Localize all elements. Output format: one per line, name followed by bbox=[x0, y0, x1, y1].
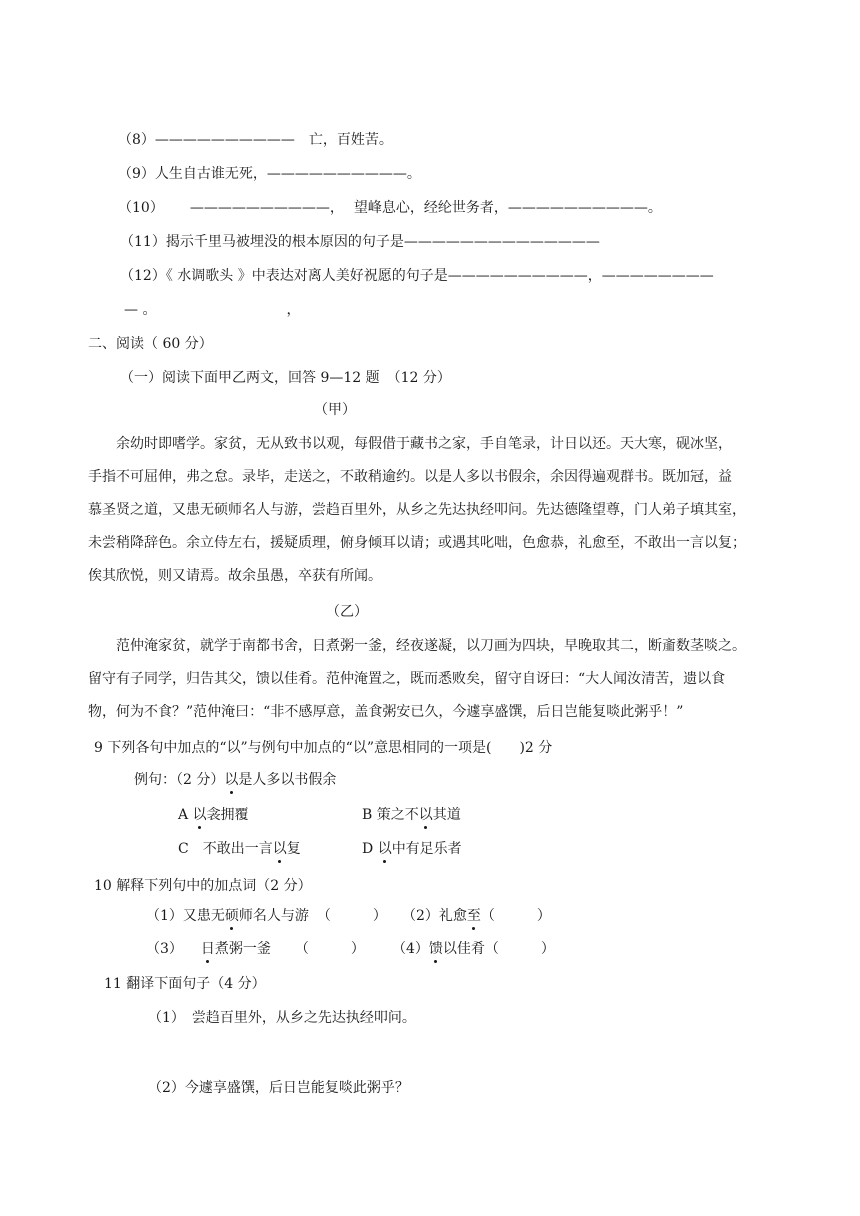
blank-12a: ——————————， bbox=[447, 268, 602, 284]
dotted-char: 馈 bbox=[428, 941, 443, 957]
dotted-char: 硕 bbox=[224, 908, 239, 924]
passage-jia-line: 未尝稍降辞色。余立侍左右，援疑质理，俯身倾耳以请；或遇其叱咄，色愈恭，礼愈至，不敢出一言以复； bbox=[88, 535, 746, 551]
passage-yi-line: 留守有子同学，归告其父，馈以佳肴。范仲淹置之，既而悉败矣，留守自讶曰：“大人闻汝清苦，遗以食 bbox=[88, 671, 726, 687]
question-11-stem: 11 翻译下面句子（4 分） bbox=[104, 976, 266, 992]
passage-jia-line: 手指不可屈伸，弗之怠。录毕，走送之，不敢稍逾约。以是人多以书假余，余因得遍观群书。既加冠，益 bbox=[88, 469, 732, 485]
dotted-char: 以 bbox=[224, 772, 239, 788]
dotted-char: 以 bbox=[192, 807, 207, 823]
question-11-poem: （11）揭示千里马被埋没的根本原因的句子是—————————————— bbox=[120, 234, 600, 250]
passage-jia-line: 俟其欣悦，则又请焉。故余虽愚，卒获有所闻。 bbox=[88, 568, 382, 584]
question-10-item-2: （2）礼愈至（ ） bbox=[402, 908, 551, 924]
blank-9: ——————————。 bbox=[266, 166, 421, 182]
dotted-char: 日 bbox=[200, 941, 215, 957]
question-10-item-1: （1）又患无硕师名人与游 （ ） bbox=[146, 908, 387, 924]
question-10-poem: （10） ——————————， 望峰息心，经纶世务者，——————————。 bbox=[118, 200, 662, 216]
blank-8: —————————— bbox=[154, 132, 295, 148]
question-9-stem: 9 下列各句中加点的“以”与例句中加点的“以”意思相同的一项是( )2 分 bbox=[94, 740, 553, 756]
option-d: D 以中有足乐者 bbox=[362, 841, 462, 857]
passage-yi-label: （乙） bbox=[326, 604, 368, 620]
translate-sentence-1: （1） 尝趋百里外，从乡之先达执经叩问。 bbox=[148, 1010, 416, 1026]
blank-10a: ——————————， bbox=[189, 200, 344, 216]
reading-instruction: （一）阅读下面甲乙两文，回答 9—12 题 （12 分） bbox=[120, 370, 451, 386]
passage-yi-line: 范仲淹家贫，就学于南都书舍，日煮粥一釜，经夜遂凝，以刀画为四块，早晚取其二，断齑数茎啖之。 bbox=[116, 638, 746, 654]
question-9-example: 例句：（2 分）以是人多以书假余 bbox=[134, 772, 337, 788]
question-10-item-4: （4）馈以佳肴（ ） bbox=[392, 941, 555, 957]
question-12-continuation: — 。 ， bbox=[124, 302, 301, 318]
dotted-char: 以 bbox=[418, 807, 433, 823]
blank-12b: ———————— bbox=[601, 268, 714, 284]
option-c: C 不敢出一言以复 bbox=[178, 841, 301, 857]
blank-10b: ——————————。 bbox=[507, 200, 662, 216]
blank-11: —————————————— bbox=[403, 234, 600, 250]
question-10-item-3: （3） 日煮粥一釜 （ ） bbox=[146, 941, 365, 957]
translate-sentence-2: （2）今遽享盛馔，后日岂能复啖此粥乎？ bbox=[148, 1080, 409, 1096]
question-8: （8）—————————— 亡，百姓苦。 bbox=[118, 132, 393, 148]
passage-jia-line: 慕圣贤之道，又患无硕师名人与游，尝趋百里外，从乡之先达执经叩问。先达德隆望尊，门人弟子填其室， bbox=[88, 502, 746, 518]
option-a: A 以衾拥覆 bbox=[178, 807, 249, 823]
question-12-poem: （12）《 水调歌头 》中表达对离人美好祝愿的句子是——————————，———————— bbox=[120, 268, 714, 284]
question-9-poem: （9）人生自古谁无死，——————————。 bbox=[118, 166, 421, 182]
dotted-char: 至 bbox=[466, 908, 481, 924]
dotted-char: 以 bbox=[272, 841, 287, 857]
passage-jia-label: （甲） bbox=[314, 402, 356, 418]
passage-yi-line: 物，何为不食？”范仲淹曰：“非不感厚意，盖食粥安已久，今遽享盛馔，后日岂能复啖此粥乎！” bbox=[88, 704, 684, 720]
dotted-char: 以 bbox=[377, 841, 392, 857]
question-10-stem: 10 解释下列句中的加点词（2 分） bbox=[94, 878, 312, 894]
option-b: B 策之不以其道 bbox=[362, 807, 461, 823]
passage-jia-line: 余幼时即嗜学。家贫，无从致书以观，每假借于藏书之家，手自笔录，计日以还。天大寒，砚冰坚， bbox=[116, 436, 732, 452]
section-heading: 二、阅读（ 60 分） bbox=[88, 336, 213, 352]
